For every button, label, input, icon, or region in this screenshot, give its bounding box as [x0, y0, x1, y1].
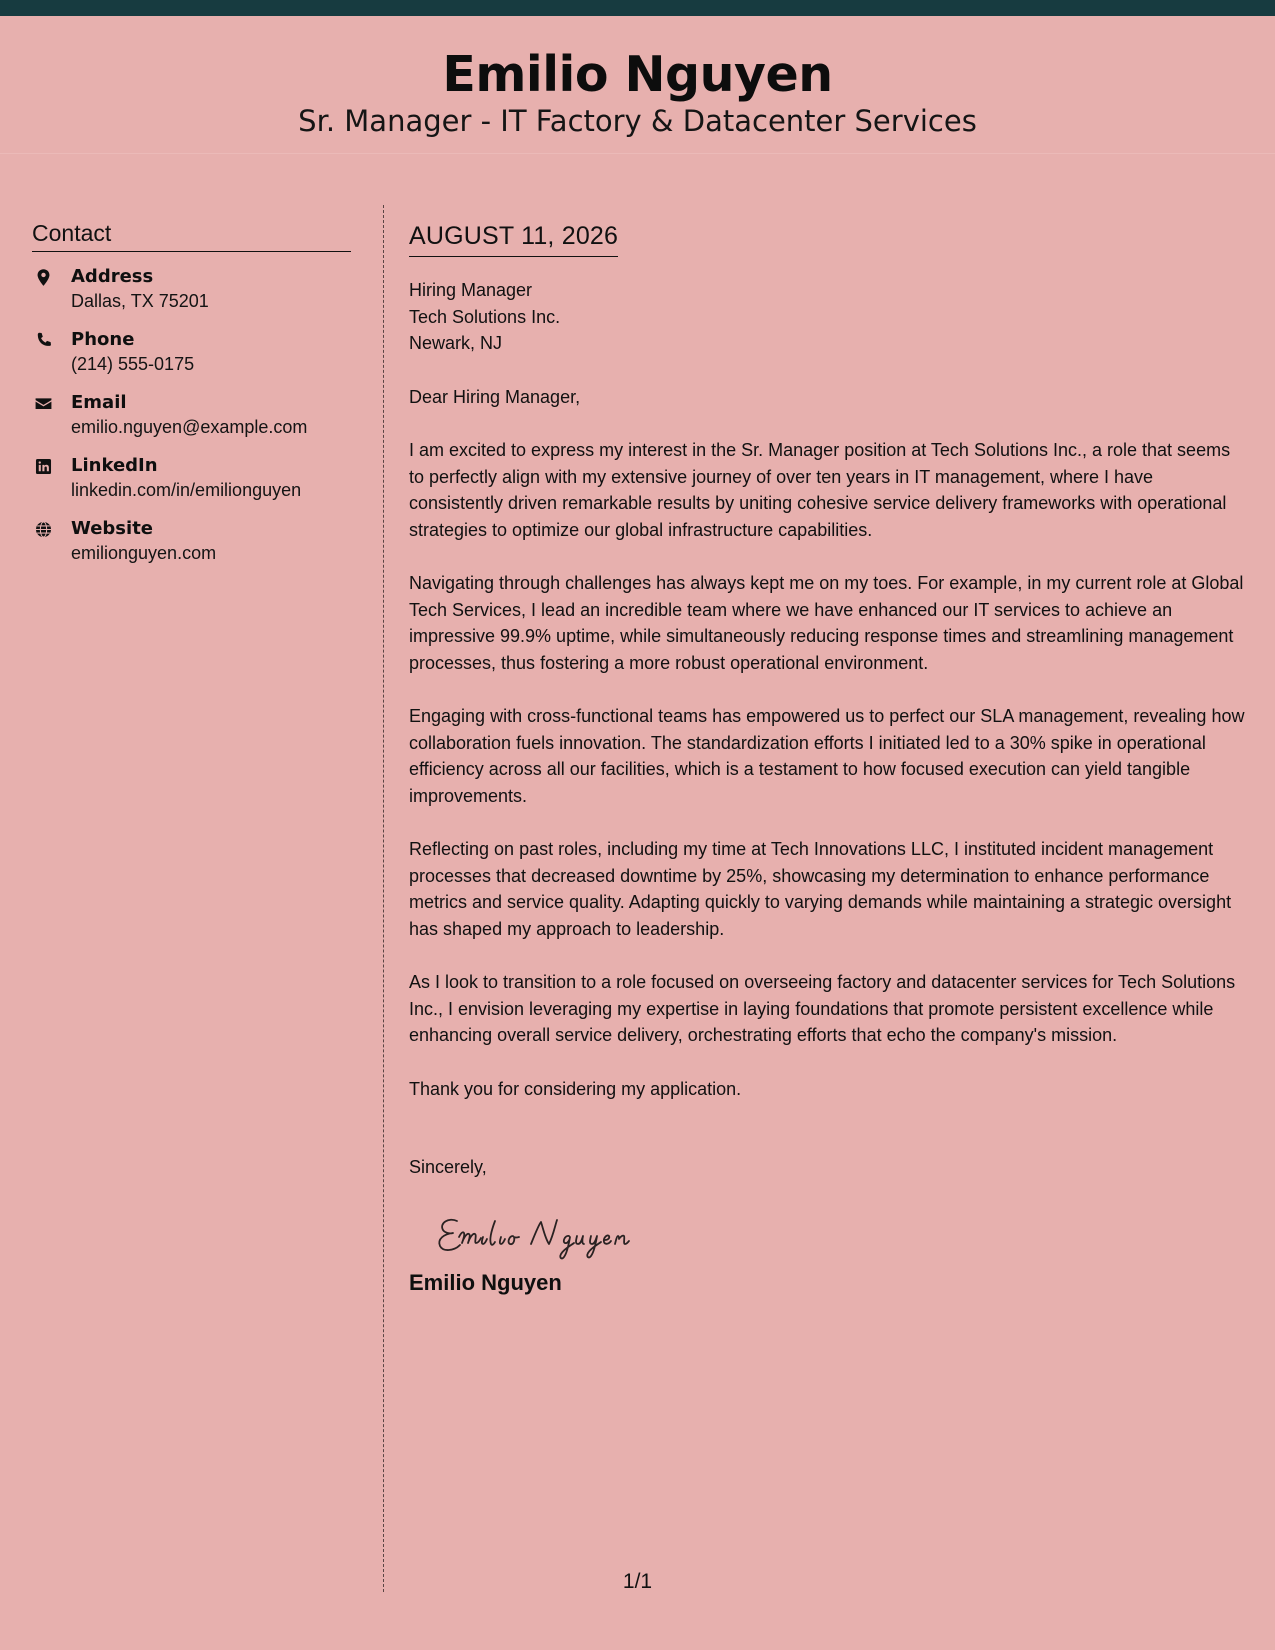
recipient-line: Hiring Manager — [409, 280, 533, 300]
contact-sidebar — [32, 220, 351, 581]
page-header — [0, 16, 1275, 154]
contact-label: Address — [71, 266, 154, 287]
contact-value: Dallas, TX 75201 — [71, 291, 209, 311]
contact-item-website — [32, 518, 351, 566]
letter-paragraph: Reflecting on past roles, including my time at Tech Innovations LLC, I instituted incident management processes that decreased downtime by 25%, showcasing my determination to enhance performance metrics and service quality. Adapting quickly to varying demands while maintaining a strategic oversight has shaped my approach to leadership. — [409, 839, 1232, 939]
contact-value: emilionguyen.com — [71, 543, 217, 563]
contact-item-phone — [32, 329, 351, 377]
letter-paragraph: Engaging with cross-functional teams has empowered us to perfect our SLA management, revealing how collaboration fuels innovation. The standardization efforts I initiated led to a 30% spike in operational efficiency across all our facilities, which is a testament to how focused execution can yield tangible improvements. — [409, 706, 1245, 806]
signed-name: Emilio Nguyen — [409, 1269, 562, 1295]
letter-paragraph: As I look to transition to a role focused on overseeing factory and datacenter services for Tech Solutions Inc., I envision leveraging my expertise in laying foundations that promote persistent excellence while enhancing overall service delivery, orchestrating efforts that echo the company's mission. — [409, 972, 1236, 1045]
letter-paragraph: Thank you for considering my application. — [409, 1078, 742, 1099]
contact-label: LinkedIn — [71, 455, 158, 476]
contact-value: linkedin.com/in/emilionguyen — [71, 480, 302, 500]
contact-label: Email — [71, 392, 127, 413]
column-divider — [383, 205, 384, 1592]
contact-value: (214) 555-0175 — [71, 354, 195, 374]
phone-icon — [34, 331, 53, 350]
contact-list — [32, 266, 351, 566]
letter-paragraph: I am excited to express my interest in the Sr. Manager position at Tech Solutions Inc., a role that seems to perfectly align with my extensive journey of over ten years in IT management, where I have consistently driven remarkable results by uniting cohesive service delivery frameworks with operational strategies to optimize our global infrastructure capabilities. — [409, 440, 1231, 540]
envelope-icon — [34, 394, 53, 413]
recipient-block — [409, 277, 1249, 357]
candidate-name: Emilio Nguyen — [442, 46, 833, 103]
top-accent-bar — [0, 0, 1275, 16]
contact-item-address — [32, 266, 351, 314]
contact-section-title: Contact — [32, 220, 351, 252]
letter-paragraph: Navigating through challenges has always kept me on my toes. For example, in my current role at Global Tech Services, I lead an incredible team where we have enhanced our IT services to achieve an impressive 99.9% uptime, while simultaneously reducing response times and streamlining management processes, thus fostering a more robust operational environment. — [409, 573, 1244, 673]
closing: Sincerely, — [409, 1157, 487, 1177]
candidate-title: Sr. Manager - IT Factory & Datacenter Services — [298, 104, 977, 138]
letter-body — [409, 222, 1249, 1297]
globe-icon — [34, 520, 53, 539]
contact-item-linkedin — [32, 455, 351, 503]
linkedin-icon — [34, 457, 53, 476]
contact-label: Website — [71, 518, 154, 539]
recipient-line: Newark, NJ — [409, 333, 503, 353]
handwritten-signature — [427, 1199, 687, 1269]
page-number: 1/1 — [622, 1570, 653, 1593]
letter-date: AUGUST 11, 2026 — [409, 222, 618, 257]
contact-label: Phone — [71, 329, 135, 350]
recipient-line: Tech Solutions Inc. — [409, 306, 561, 327]
contact-item-email — [32, 392, 351, 440]
location-pin-icon — [34, 268, 53, 287]
contact-value: emilio.nguyen@example.com — [71, 417, 308, 437]
salutation: Dear Hiring Manager, — [409, 386, 581, 407]
